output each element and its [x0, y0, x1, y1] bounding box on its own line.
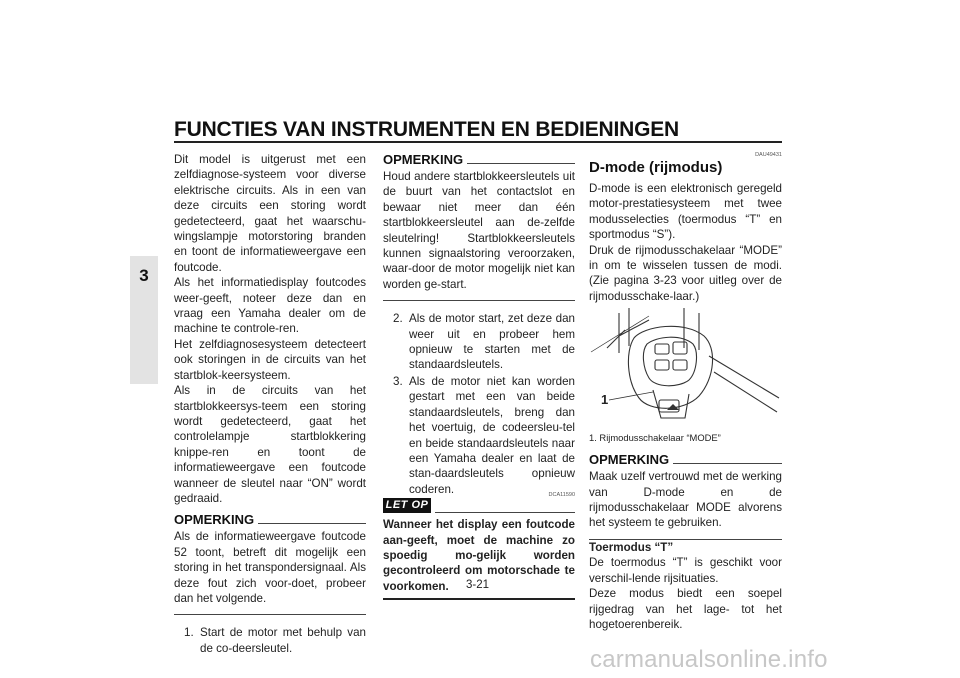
caution-code: DCA11590: [548, 492, 575, 499]
paragraph: Dit model is uitgerust met een zelfdiagnose-systeem voor diverse elektrische circuits. Als in een van deze circuits een storing wordt gedetecteerd, gaat het waarschu-wingslampje motorstoring branden en toont de informatieweergave een foutcode.: [174, 153, 366, 274]
page-title: FUNCTIES VAN INSTRUMENTEN EN BEDIENINGEN: [174, 118, 679, 141]
list-item: [383, 374, 575, 497]
section-code: DAU49431: [755, 152, 782, 158]
note-title: OPMERKING: [589, 452, 670, 468]
chapter-tab: [130, 256, 158, 384]
caution-heading: [383, 492, 575, 514]
note-end-rule: [174, 614, 366, 615]
column-2: [383, 152, 575, 600]
paragraph: D-mode is een elektronisch geregeld motor-prestatiesysteem met twee modusselecties (toermodus “T” en sportmodus “S”).: [589, 182, 782, 242]
page-number: 3-21: [466, 579, 490, 591]
note-text: Houd andere startblokkeersleutels uit de buurt van het contactslot en bewaar niet meer dan één startblokkeersleutel aan de-zelfde sleutelring! Startblokkeersleutels kunnen signaalstoring veroorzaken, waar-door de motor mogelijk niet kan worden ge-start.: [383, 170, 575, 291]
column-1: [174, 152, 366, 657]
caution-rule: [435, 512, 575, 513]
subsection-title: Toermodus “T”: [589, 540, 674, 554]
note-rule: [673, 463, 782, 464]
step-text: Start de motor met behulp van de co-deersleutel.: [200, 626, 366, 655]
handlebar-switch-figure: [589, 308, 782, 428]
figure-callout-number: 1: [601, 392, 609, 408]
step-number: 3.: [393, 374, 403, 388]
step-text: Als de motor start, zet deze dan weer uit en probeer hem opnieuw te starten met de standaardsleutels.: [409, 312, 575, 372]
paragraph: Als het informatiedisplay foutcodes weer-geeft, noteer deze dan en vraag een Yamaha dealer om de machine te controle-ren.: [174, 276, 366, 336]
note-title: OPMERKING: [383, 152, 464, 167]
step-number: 1.: [184, 626, 194, 640]
section-title: D-mode (rijmodus): [589, 159, 723, 176]
note-heading: [589, 452, 782, 468]
note-text: Als de informatieweergave foutcode 52 toont, betreft dit mogelijk een storing in het transpondersignaal. Als deze fout zich voor-doet, probeer dan het volgende.: [174, 530, 366, 605]
watermark-text: carmanualsonline.info: [590, 646, 828, 673]
paragraph: Druk de rijmodusschakelaar “MODE” in om te wisselen tussen de modi. (Zie pagina 3-23 voor uitleg over de rijmodusschake-laar.): [589, 243, 782, 303]
list-item: [383, 311, 575, 373]
figure-caption: 1. Rijmodusschakelaar “MODE”: [589, 432, 721, 444]
caution-text: Wanneer het display een foutcode aan-geeft, moet de machine zo spoedig mo-gelijk worden gecontroleerd om motorschade te voorkomen.: [383, 518, 575, 593]
caution-end-rule: [383, 598, 575, 600]
caution-badge: LET OP: [383, 498, 431, 513]
note-text: Maak uzelf vertrouwd met de werking van D-mode en de rijmodusschakelaar MODE alvorens het systeem te gebruiken.: [589, 470, 782, 530]
chapter-number: 3: [139, 266, 149, 285]
paragraph: Het zelfdiagnosesysteem detecteert ook storingen in de circuits van het startblok-keersysteem.: [174, 337, 366, 382]
column-3: [589, 152, 782, 632]
handlebar-switch-illustration: [589, 308, 782, 428]
note-heading: [383, 152, 575, 168]
paragraph: Als in de circuits van het startblokkeersys-teem een storing wordt gedetecteerd, gaat het controlelampje startblokkering knippe-ren en toont de informatieweergave een foutcode wanneer de sleutel naar “ON” wordt gedraaid.: [174, 384, 366, 505]
paragraph: Deze modus biedt een soepel rijgedrag van het lage- tot het hogetoerenbereik.: [589, 587, 782, 631]
note-end-rule: [383, 300, 575, 301]
step-text: Als de motor niet kan worden gestart met een van beide standaardsleutels, breng dan het voertuig, de codeersleu-tel en beide standaardsleutels naar een Yamaha dealer en laat de stan-daardsleutels opnieuw coderen.: [409, 374, 575, 496]
step-number: 2.: [393, 312, 403, 326]
note-rule: [467, 163, 575, 164]
note-heading: [174, 512, 366, 528]
header-rule: [174, 141, 782, 143]
note-title: OPMERKING: [174, 512, 255, 528]
list-item: [174, 625, 366, 656]
note-rule: [258, 523, 366, 524]
paragraph: De toermodus “T” is geschikt voor verschil-lende rijsituaties.: [589, 556, 782, 585]
